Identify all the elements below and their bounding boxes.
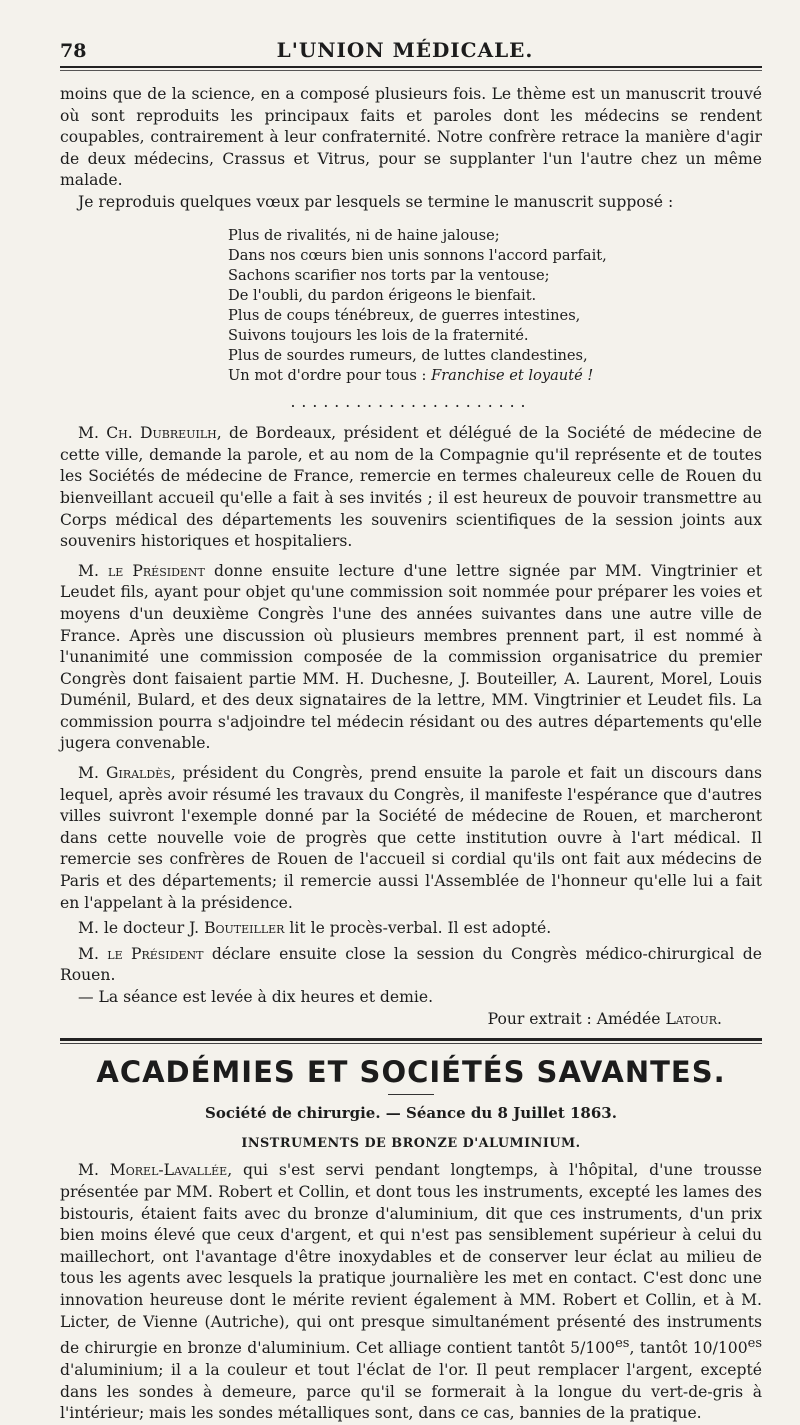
header-rule-thin — [60, 70, 762, 71]
running-title: L'UNION MÉDICALE. — [276, 38, 534, 62]
page-header — [60, 36, 750, 66]
paragraph-intro: moins que de la science, en a composé plusieurs fois. Le thème est un manuscrit trouvé où sont reproduits les principaux faits et paroles dont les médecins se rendent coupables, contrairement à leur confraternité. Notre confrère retrace la manière d'agir de deux médecins, Crassus et Vitrus, pour se supplanter l'un l'autre chez un même malade. — [60, 85, 762, 190]
paragraph-closing — [60, 944, 762, 987]
ellipsis-divider: ...................... — [290, 392, 532, 411]
paragraph-text: lit le procès-verbal. Il est adopté. — [284, 919, 552, 938]
speaker-name: M. Ch. Dubreuilh, — [78, 424, 222, 443]
poem-line: Plus de rivalités, ni de haine jalouse; — [228, 226, 500, 244]
paragraph-text: , tantôt 10/100 — [629, 1339, 748, 1358]
subheading: INSTRUMENTS DE BRONZE D'ALUMINIUM. — [241, 1135, 581, 1151]
poem-line: Suivons toujours les lois de la fraternité. — [228, 326, 529, 344]
section-title: ACADÉMIES ET SOCIÉTÉS SAVANTES. — [96, 1055, 726, 1090]
paragraph-vows-intro: Je reproduis quelques vœux par lesquels se termine le manuscrit supposé : — [78, 192, 674, 211]
header-rule — [60, 66, 762, 68]
poem-last-prefix: Un mot d'ordre pour tous : — [228, 366, 432, 384]
paragraph-text: président du Congrès, prend ensuite la parole et fait un discours dans lequel, après avoir résumé les travaux du Congrès, il manifeste l'espérance que d'autres villes suivront l'exemple donné par la Société de médecine de Rouen, et marcheront dans cette nouvelle voie de progrès que cette institution ouvre à l'art médical. Il remercie ses confrères de Rouen de l'accueil si cordial qu'ils ont fait aux médecins de Paris et des départements; il remercie aussi l'Assemblée de l'honneur qu'elle lui a fait en l'appelant à la présidence. — [60, 764, 762, 912]
paragraph-dubreuilh — [60, 423, 762, 553]
paragraph-morel-lavallee — [60, 1160, 762, 1424]
page-number: 78 — [60, 40, 87, 62]
speaker-name: M. le Président — [78, 561, 205, 580]
poem-line-last — [228, 366, 762, 386]
section-rule-thin — [60, 1043, 762, 1044]
poem-line: Sachons scarifier nos torts par la ventouse; — [228, 266, 550, 284]
paragraph-text: M. le docteur J. — [78, 919, 205, 938]
speaker-name: M. Giraldès, — [78, 764, 176, 783]
article-body — [60, 84, 762, 1425]
section-rule — [60, 1038, 762, 1041]
poem-line: Plus de sourdes rumeurs, de luttes clandestines, — [228, 346, 588, 364]
speaker-name: M. Morel-Lavallée, — [78, 1161, 233, 1180]
paragraph-text: donne ensuite lecture d'une lettre signée par MM. Vingtrinier et Leudet fils, ayant pour objet qu'une commission soit nommée pour préparer les voies et moyens d'un deuxième Congrès l'une des années suivantes dans une autre ville de France. Après une discussion où plusieurs membres prennent part, il est nommé à l'unanimité une commission composée de la commission organisatrice du premier Congrès dont faisaient partie MM. H. Duchesne, J. Bouteiller, A. Laurent, Morel, Louis Duménil, Bulard, et des deux signataires de la lettre, MM. Vingtrinier et Leudet fils. La commission pourra s'adjoindre tel médecin résidant ou des autres départements qu'elle jugera convenable. — [60, 561, 762, 753]
speaker-name: M. le Président — [78, 944, 204, 963]
superscript: es — [747, 1336, 763, 1352]
signature-prefix: Pour extrait : Amédée — [487, 1009, 666, 1028]
speaker-name: Bouteiller — [204, 919, 285, 938]
poem-line: De l'oubli, du pardon érigeons le bienfait. — [228, 286, 537, 304]
poem-line: Plus de coups ténébreux, de guerres intestines, — [228, 306, 581, 324]
paragraph-minutes — [60, 918, 762, 940]
paragraph-giraldes — [60, 763, 762, 914]
paragraph-text: qui s'est servi pendant longtemps, à l'hôpital, d'une trousse présentée par MM. Robert et Collin, et dont tous les instruments, excepté les lames des bistouris, étaient faits avec du bronze d'aluminium, dit que ces instruments, d'un prix bien moins élevé que ceux d'argent, et qui n'est pas sensiblement supérieur à celui du maillechort, ont l'avantage d'être inoxydables et de conserver leur éclat au milieu de tous les agents avec lesquels la pratique journalière les met en contact. C'est donc une innovation heureuse dont le mérite revient également à MM. Robert et Collin, et à M. Licter, de Vienne (Autriche), qui ont presque simultanément présenté des instruments de chirurgie en bronze d'aluminium. Cet alliage contient tantôt 5/100 — [60, 1161, 762, 1358]
superscript: es — [615, 1336, 630, 1352]
paragraph-president-letter — [60, 561, 762, 755]
paragraph-adjourned: — La séance est levée à dix heures et demie. — [78, 988, 434, 1006]
session-heading: Société de chirurgie. — Séance du 8 Juillet 1863. — [205, 1104, 617, 1123]
paragraph-text: déclare ensuite close la session du Congrès médico-chirurgical de Rouen. — [60, 944, 762, 985]
poem — [228, 226, 762, 386]
poem-motto: Franchise et loyauté ! — [431, 366, 594, 384]
poem-line: Dans nos cœurs bien unis sonnons l'accord parfait, — [228, 246, 607, 264]
title-underline — [388, 1094, 434, 1095]
paragraph-text: de Bordeaux, président et délégué de la Société de médecine de cette ville, demande la parole, et au nom de la Compagnie qu'il représente et de toutes les Sociétés de médecine de France, remercie en termes chaleureux celle de Rouen du bienveillant accueil qu'elle a fait à ses invités ; il est heureux de pouvoir transmettre au Corps médical des départements les souvenirs scientifiques de la session joints aux souvenirs historiques et hospitaliers. — [60, 424, 762, 551]
signature — [60, 1009, 762, 1031]
signature-name: Latour. — [665, 1009, 722, 1028]
paragraph-text: d'aluminium; il a la couleur et tout l'éclat de l'or. Il peut remplacer l'argent, excepté dans les sondes à demeure, parce qu'il se formerait à la longue du vert-de-gris à l'intérieur; mais les sondes métalliques sont, dans ce cas, bannies de la pratique. — [60, 1360, 762, 1423]
